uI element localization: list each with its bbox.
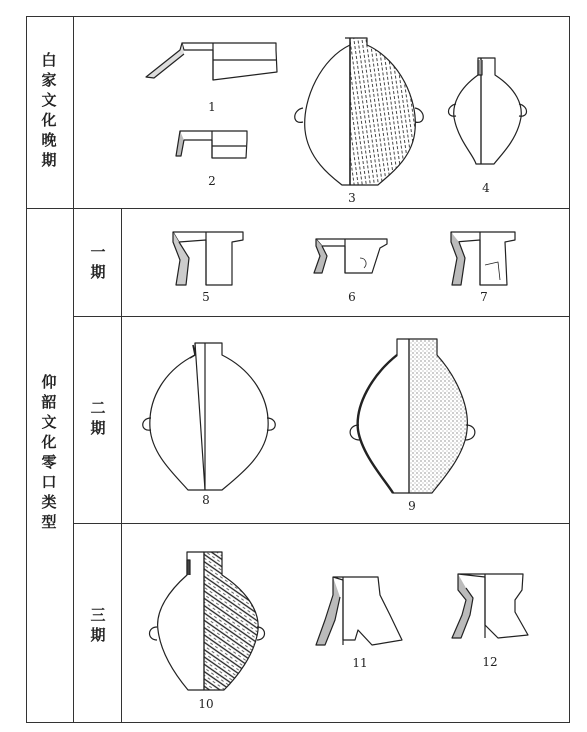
phase-label-text: 一期 — [90, 243, 106, 281]
vessel-1-drawing — [146, 43, 277, 80]
figure-number-1: 1 — [208, 100, 216, 114]
vessel-12-drawing — [452, 574, 528, 638]
vessel-5-drawing — [173, 232, 243, 285]
figure-number-4: 4 — [482, 181, 490, 195]
vessel-11-drawing — [316, 577, 402, 645]
vessel-7-drawing — [451, 232, 515, 285]
figure-number-11: 11 — [352, 656, 368, 670]
group-label-text: 白家文化晚期 — [41, 51, 57, 169]
group-label-text: 仰韶文化零口类型 — [41, 373, 57, 531]
figure-number-8: 8 — [202, 493, 210, 507]
vessel-4-drawing — [449, 58, 527, 164]
figure-number-6: 6 — [348, 290, 356, 304]
figure-number-12: 12 — [482, 655, 498, 669]
vessel-9-drawing — [350, 339, 475, 493]
vessel-2-drawing — [176, 131, 247, 158]
vessel-10-drawing — [150, 552, 265, 690]
phase-label-text: 二期 — [90, 399, 106, 437]
figure-number-10: 10 — [198, 697, 214, 711]
phase-label-text: 三期 — [90, 606, 106, 644]
figure-number-7: 7 — [480, 290, 488, 304]
figure-number-9: 9 — [408, 499, 416, 513]
vessel-6-drawing — [314, 239, 387, 273]
figure-number-3: 3 — [348, 191, 356, 205]
figure-number-5: 5 — [202, 290, 210, 304]
vessel-8-drawing — [143, 343, 276, 490]
figure-number-2: 2 — [208, 174, 216, 188]
vessel-3-drawing — [295, 38, 424, 185]
